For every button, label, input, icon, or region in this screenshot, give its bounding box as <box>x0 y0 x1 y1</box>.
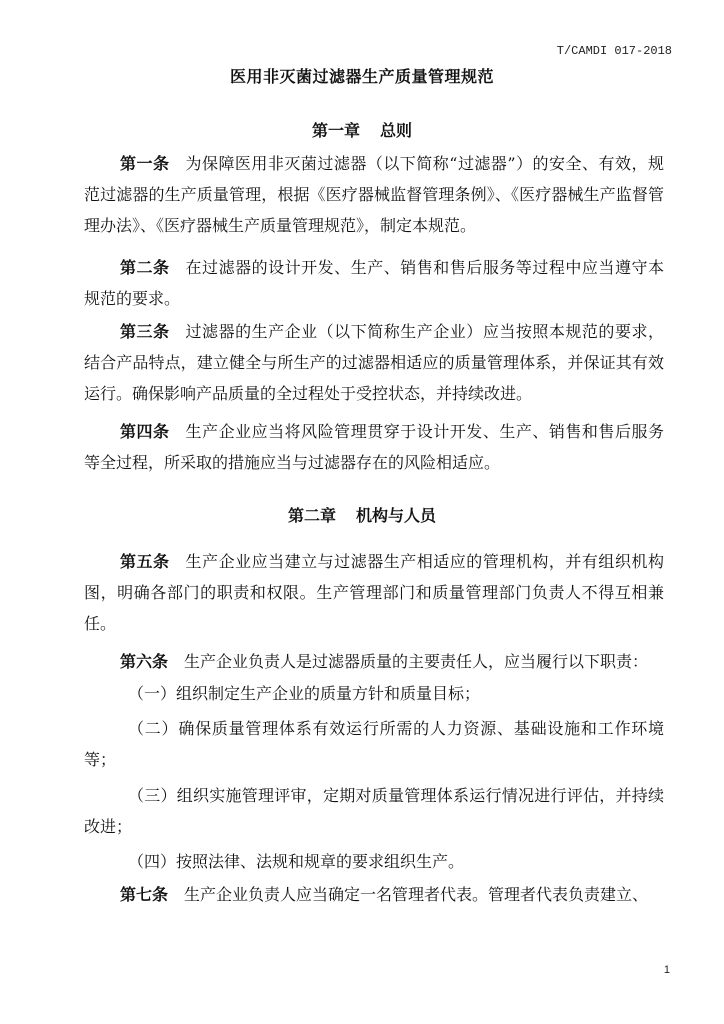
list-item: （三）组织实施管理评审，定期对质量管理体系运行情况进行评估，并持续改进； <box>84 786 664 836</box>
article-label: 第四条 <box>120 422 170 441</box>
chapter-heading-1 <box>0 118 724 141</box>
article-label: 第二条 <box>120 258 170 277</box>
list-item: （一）组织制定生产企业的质量方针和质量目标； <box>128 684 481 703</box>
chapter-number: 第一章 <box>311 121 360 140</box>
standard-code: T/CAMDI 017-2018 <box>556 44 672 58</box>
article-label: 第三条 <box>120 322 170 341</box>
document-title: 医用非灭菌过滤器生产质量管理规范 <box>229 67 494 86</box>
article-3 <box>84 316 664 409</box>
article-label: 第六条 <box>120 652 169 671</box>
article-1 <box>84 148 664 241</box>
article-7 <box>84 879 664 910</box>
article-label: 第七条 <box>120 885 169 904</box>
article-text: 过滤器的生产企业（以下简称生产企业）应当按照本规范的要求，结合产品特点，建立健全与所生产的过滤器相适应的质量管理体系，并保证其有效运行。确保影响产品质量的全过程处于受控状态，并持续改进。 <box>84 322 664 403</box>
chapter-heading-2 <box>0 503 724 526</box>
article-text: 生产企业负责人是过滤器质量的主要责任人，应当履行以下职责： <box>184 652 649 671</box>
list-item: （四）按照法律、法规和规章的要求组织生产。 <box>128 852 465 871</box>
chapter-name: 机构与人员 <box>356 506 437 525</box>
chapter-number: 第二章 <box>287 506 336 525</box>
article-text: 为保障医用非灭菌过滤器（以下简称“过滤器”）的安全、有效，规范过滤器的生产质量管理，根据《医疗器械监督管理条例》、《医疗器械生产监督管理办法》、《医疗器械生产质量管理规范》，制定本规范。 <box>84 154 664 235</box>
article-6 <box>84 646 664 677</box>
article-text: 生产企业负责人应当确定一名管理者代表。管理者代表负责建立、 <box>184 885 649 904</box>
article-label: 第一条 <box>120 154 170 173</box>
article-label: 第五条 <box>120 552 170 571</box>
article-5 <box>84 546 664 639</box>
article-text: 生产企业应当将风险管理贯穿于设计开发、生产、销售和售后服务等全过程，所采取的措施应当与过滤器存在的风险相适应。 <box>84 422 664 472</box>
page-number: 1 <box>663 964 670 976</box>
article-2 <box>84 252 664 314</box>
chapter-name: 总则 <box>380 121 413 140</box>
article-4 <box>84 416 664 478</box>
article-text: 生产企业应当建立与过滤器生产相适应的管理机构，并有组织机构图，明确各部门的职责和权限。生产管理部门和质量管理部门负责人不得互相兼任。 <box>84 552 664 633</box>
list-item: （二）确保质量管理体系有效运行所需的人力资源、基础设施和工作环境等； <box>84 719 664 769</box>
article-text: 在过滤器的设计开发、生产、销售和售后服务等过程中应当遵守本规范的要求。 <box>84 258 664 308</box>
